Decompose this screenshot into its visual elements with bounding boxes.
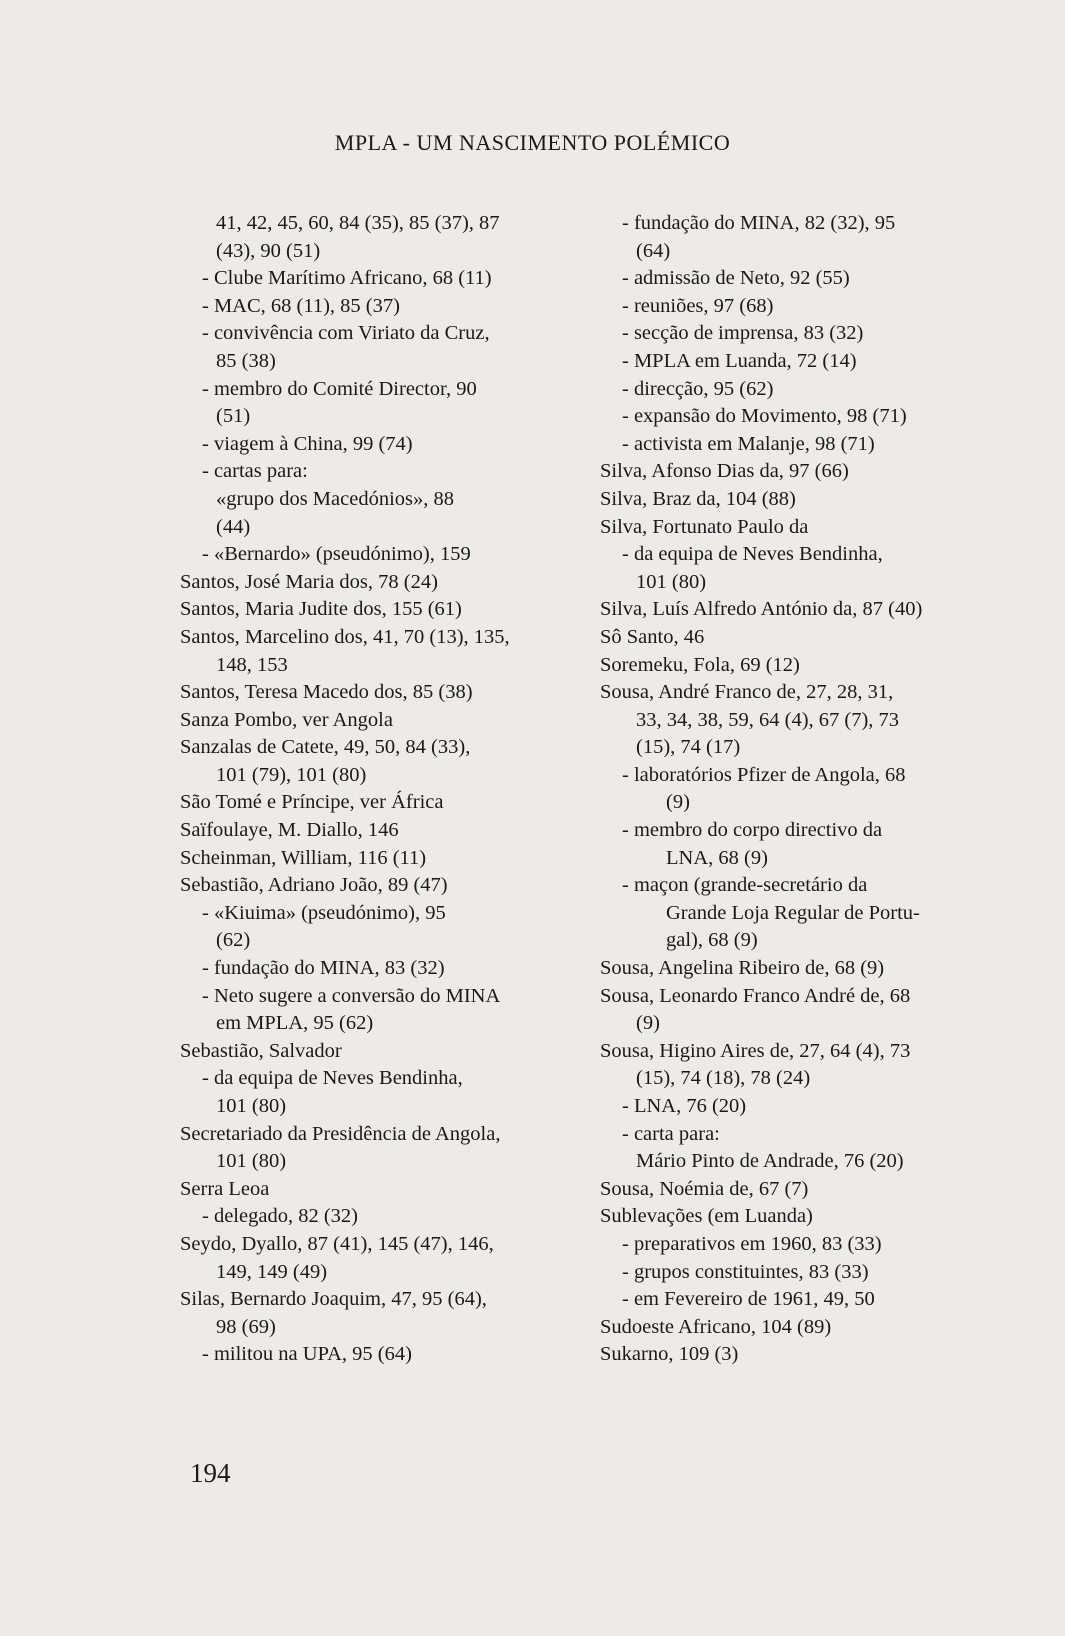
index-entry-line: Sousa, Higino Aires de, 27, 64 (4), 73	[600, 1039, 911, 1062]
index-entry-line: - delegado, 82 (32)	[202, 1205, 358, 1228]
index-entry-line: 101 (80)	[216, 1095, 287, 1117]
index-entry-line: Mário Pinto de Andrade, 76 (20)	[636, 1150, 904, 1173]
index-entry-line: Santos, Teresa Macedo dos, 85 (38)	[180, 681, 473, 704]
index-entry-line: Secretariado da Presidência de Angola,	[180, 1122, 501, 1145]
index-entry-line: Sanza Pombo, ver Angola	[180, 708, 393, 731]
index-entry-line: Sousa, Noémia de, 67 (7)	[600, 1177, 809, 1200]
index-entry-line: - Clube Marítimo Africano, 68 (11)	[202, 267, 492, 290]
index-entry-line: - preparativos em 1960, 83 (33)	[622, 1232, 882, 1255]
index-entry-line: Silva, Luís Alfredo António da, 87 (40)	[600, 598, 923, 621]
index-entry-line: Silva, Braz da, 104 (88)	[600, 487, 796, 510]
index-entry-line: Sousa, André Franco de, 27, 28, 31,	[600, 681, 894, 704]
index-entry-line: - da equipa de Neves Bendinha,	[202, 1067, 463, 1090]
index-entry-line: 101 (80)	[636, 570, 707, 593]
index-entry-line: gal), 68 (9)	[666, 929, 758, 952]
index-column-right	[600, 210, 980, 1369]
index-entry-line: em MPLA, 95 (62)	[216, 1012, 374, 1035]
index-entry-line: - MPLA em Luanda, 72 (14)	[622, 349, 857, 372]
index-entry-line: (15), 74 (18), 78 (24)	[636, 1067, 811, 1090]
index-entry-line: - expansão do Movimento, 98 (71)	[622, 405, 907, 428]
index-entry-line: Sebastião, Salvador	[180, 1039, 342, 1062]
index-entry-line: - laboratórios Pfizer de Angola, 68	[622, 763, 906, 786]
index-entry-line: (43), 90 (51)	[216, 239, 321, 262]
index-entry-line: «grupo dos Macedónios», 88	[216, 487, 455, 510]
index-entry-line: Sudoeste Africano, 104 (89)	[600, 1315, 832, 1338]
index-entry-line: (15), 74 (17)	[636, 736, 741, 759]
page-number: 194	[190, 1458, 231, 1488]
index-entry-line: 85 (38)	[216, 349, 276, 372]
index-entry-line: - em Fevereiro de 1961, 49, 50	[622, 1288, 875, 1311]
index-entry-line: - cartas para:	[202, 460, 308, 483]
index-entry-line: - Neto sugere a conversão do MINA	[202, 984, 501, 1007]
index-entry-line: Sebastião, Adriano João, 89 (47)	[180, 874, 448, 897]
index-entry-line: Seydo, Dyallo, 87 (41), 145 (47), 146,	[180, 1232, 494, 1255]
index-entry-line: 101 (80)	[216, 1150, 287, 1173]
index-entry-line: Scheinman, William, 116 (11)	[180, 846, 427, 869]
index-entry-line: - activista em Malanje, 98 (71)	[622, 432, 875, 455]
index-column-left	[180, 210, 560, 1369]
index-entry-line: 41, 42, 45, 60, 84 (35), 85 (37), 87	[216, 212, 500, 234]
index-entry-line: 33, 34, 38, 59, 64 (4), 67 (7), 73	[636, 708, 900, 731]
index-entry-line: - membro do Comité Director, 90	[202, 377, 477, 400]
index-entry-line: 149, 149 (49)	[216, 1260, 328, 1283]
index-entry-line: Sousa, Angelina Ribeiro de, 68 (9)	[600, 957, 885, 980]
index-entry-line: - LNA, 76 (20)	[622, 1095, 747, 1117]
index-entry-line: Sanzalas de Catete, 49, 50, 84 (33),	[180, 736, 471, 759]
index-entry-line: 148, 153	[216, 653, 288, 676]
index-entry-line: 98 (69)	[216, 1315, 276, 1338]
index-entry-line: Saïfoulaye, M. Diallo, 146	[180, 819, 399, 842]
index-entry-line: (9)	[666, 791, 690, 814]
index-entry-line: Santos, Marcelino dos, 41, 70 (13), 135,	[180, 625, 510, 648]
index-entry-line: Sousa, Leonardo Franco André de, 68	[600, 984, 911, 1007]
index-entry-line: Sukarno, 109 (3)	[600, 1343, 739, 1366]
index-entry-line: - fundação do MINA, 82 (32), 95	[622, 212, 896, 234]
index-entry-line: - direcção, 95 (62)	[622, 377, 774, 400]
index-entry-line: - admissão de Neto, 92 (55)	[622, 267, 850, 290]
index-entry-line: Santos, Maria Judite dos, 155 (61)	[180, 598, 462, 621]
index-entry-line: Grande Loja Regular de Portu-	[666, 901, 920, 924]
index-entry-line: - carta para:	[622, 1122, 720, 1145]
index-entry-line: - grupos constituintes, 83 (33)	[622, 1260, 869, 1283]
index-entry-line: - «Kiuima» (pseudónimo), 95	[202, 901, 446, 924]
index-entry-line: Sublevações (em Luanda)	[600, 1205, 813, 1228]
index-entry-line: - da equipa de Neves Bendinha,	[622, 543, 883, 566]
index-entry-line: 101 (79), 101 (80)	[216, 763, 367, 786]
index-entry-line: Santos, José Maria dos, 78 (24)	[180, 570, 438, 593]
index-entry-line: Sô Santo, 46	[600, 625, 705, 648]
index-entry-line: São Tomé e Príncipe, ver África	[180, 791, 444, 814]
index-entry-line: - fundação do MINA, 83 (32)	[202, 957, 445, 980]
index-entry-line: (64)	[636, 239, 671, 262]
index-entry-line: (51)	[216, 405, 251, 428]
index-entry-line: - maçon (grande-secretário da	[622, 874, 868, 897]
index-entry-line: LNA, 68 (9)	[666, 846, 768, 869]
running-header: MPLA - UM NASCIMENTO POLÉMICO	[334, 130, 731, 155]
index-entry-line: (62)	[216, 929, 251, 952]
index-entry-line: - reuniões, 97 (68)	[622, 294, 774, 317]
index-entry-line: - convivência com Viriato da Cruz,	[202, 322, 490, 345]
index-entry-line: - «Bernardo» (pseudónimo), 159	[202, 543, 471, 566]
index-entry-line: Serra Leoa	[180, 1177, 270, 1200]
index-entry-line: Soremeku, Fola, 69 (12)	[600, 653, 800, 676]
index-entry-line: - membro do corpo directivo da	[622, 819, 883, 842]
index-entry-line: - secção de imprensa, 83 (32)	[622, 322, 864, 345]
index-entry-line: Silas, Bernardo Joaquim, 47, 95 (64),	[180, 1288, 487, 1311]
index-entry-line: - MAC, 68 (11), 85 (37)	[202, 294, 400, 317]
index-entry-line: - viagem à China, 99 (74)	[202, 432, 413, 455]
index-entry-line: - militou na UPA, 95 (64)	[202, 1343, 412, 1366]
index-entry-line: (9)	[636, 1012, 660, 1035]
index-entry-line: Silva, Afonso Dias da, 97 (66)	[600, 460, 849, 483]
index-entry-line: Silva, Fortunato Paulo da	[600, 515, 809, 538]
index-entry-line: (44)	[216, 515, 251, 538]
